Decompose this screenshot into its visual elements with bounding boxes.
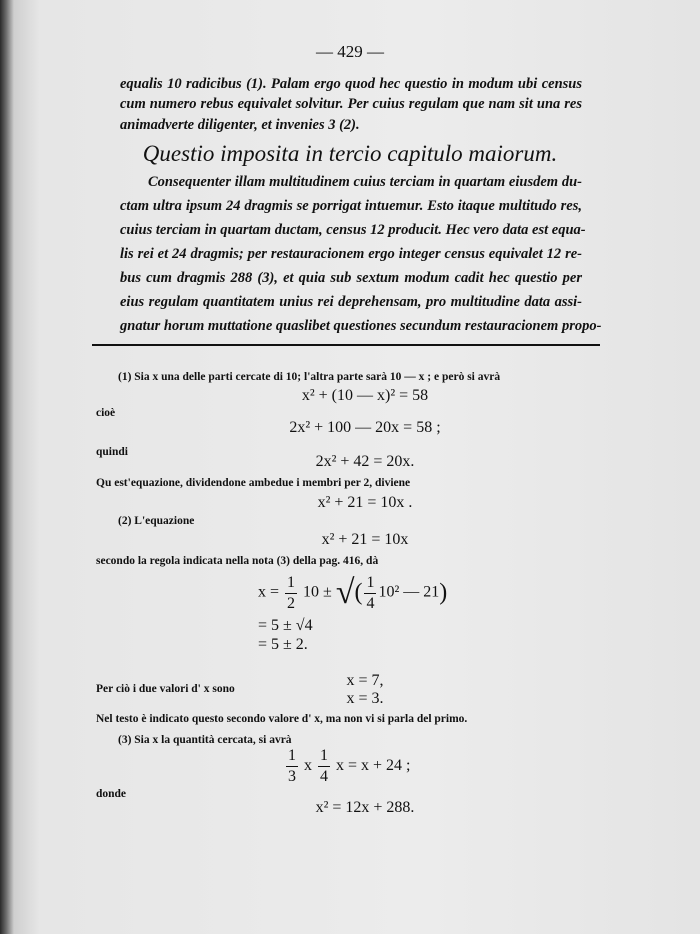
denominator: 4 xyxy=(366,594,375,612)
footnote-3: (3) Sia x la quantità cercata, si avrà xyxy=(118,734,292,746)
fraction xyxy=(285,575,297,612)
equation: x² + 21 = 10x xyxy=(321,531,409,548)
footnote-text: Nel testo è indicato questo secondo valore d' x, ma non vi si parla del primo. xyxy=(96,713,468,725)
equation: x² + 21 = 10x . xyxy=(317,494,413,511)
equation: = 5 ± 2. xyxy=(258,636,308,653)
footnote-text: quindi xyxy=(96,446,128,458)
denominator: 2 xyxy=(287,594,296,612)
eq-rest: 10² — 21 xyxy=(378,583,440,601)
footnote-text: Per ciò i due valori d' x sono xyxy=(96,683,235,695)
equation: = 5 ± √4 xyxy=(258,617,313,634)
equation: x² = 12x + 288. xyxy=(315,799,415,816)
denominator: 4 xyxy=(320,768,328,785)
equation: x = 7, xyxy=(346,672,384,689)
footnote-1: (1) Sia x una delle parti cercate di 10; l'altra parte sarà 10 — x ; e però si avrà xyxy=(118,371,501,383)
footnote-text: Qu est'equazione, dividendone ambedue i membri per 2, diviene xyxy=(96,477,411,489)
equation-fractions xyxy=(284,748,411,785)
equation: 2x² + 100 — 20x = 58 ; xyxy=(289,419,441,436)
denominator: 3 xyxy=(288,768,296,785)
text-line: cuius terciam in quartam ductam, census 12 producit. Hec vero data est equa- xyxy=(120,222,586,238)
text-line: eius regulam quantitatem unius rei deprehensam, pro multitudine data assi- xyxy=(120,294,582,310)
eq-lhs: x = xyxy=(258,583,280,601)
numerator: 1 xyxy=(286,748,298,767)
page-number: — 429 — xyxy=(316,42,384,61)
text-line: bus cum dragmis 288 (3), et quia sub sextum modum cadit hec questio per xyxy=(120,270,582,286)
text-line: ctam ultra ipsum 24 dragmis se porrigat intuemur. Esto itaque multitudo res, xyxy=(120,198,582,214)
eq-var: x xyxy=(304,757,312,775)
numerator: 1 xyxy=(364,575,376,594)
equation-sqrt xyxy=(258,574,447,612)
eq-mid: 10 ± xyxy=(303,583,332,601)
text-line: equalis 10 radicibus (1). Palam ergo quod hec questio in modum ubi census xyxy=(120,76,582,92)
footnote-divider xyxy=(92,344,600,346)
text-line: cum numero rebus equivalet solvitur. Per cuius regulam que nam sit una res xyxy=(120,96,582,112)
fraction xyxy=(318,748,330,785)
equation: x = 3. xyxy=(346,690,384,707)
numerator: 1 xyxy=(318,748,330,767)
paren: ) xyxy=(439,579,448,606)
footnote-text: cioè xyxy=(96,407,116,419)
paren: ( xyxy=(354,579,363,606)
text-line: Consequenter illam multitudinem cuius terciam in quartam eiusdem du- xyxy=(148,174,582,190)
text-line: gnatur horum muttatione quaslibet questiones secundum restauracionem propo- xyxy=(120,318,602,334)
sqrt-icon: √ xyxy=(335,574,355,611)
text-line: lis rei et 24 dragmis; per restauracionem ergo integer census equivalet 12 re- xyxy=(120,246,582,262)
fraction xyxy=(286,748,298,785)
fraction xyxy=(364,575,376,612)
equation: 2x² + 42 = 20x. xyxy=(315,453,415,470)
section-heading: Questio imposita in tercio capitulo maiorum. xyxy=(142,141,558,166)
footnote-2: (2) L'equazione xyxy=(118,515,195,527)
eq-rest: x = x + 24 ; xyxy=(336,757,411,775)
footnote-text: secondo la regola indicata nella nota (3) della pag. 416, dà xyxy=(96,555,379,567)
numerator: 1 xyxy=(285,575,297,594)
text-line: animadverte diligenter, et invenies 3 (2). xyxy=(120,117,360,133)
footnote-text: donde xyxy=(96,788,127,800)
equation: x² + (10 — x)² = 58 xyxy=(301,387,429,404)
